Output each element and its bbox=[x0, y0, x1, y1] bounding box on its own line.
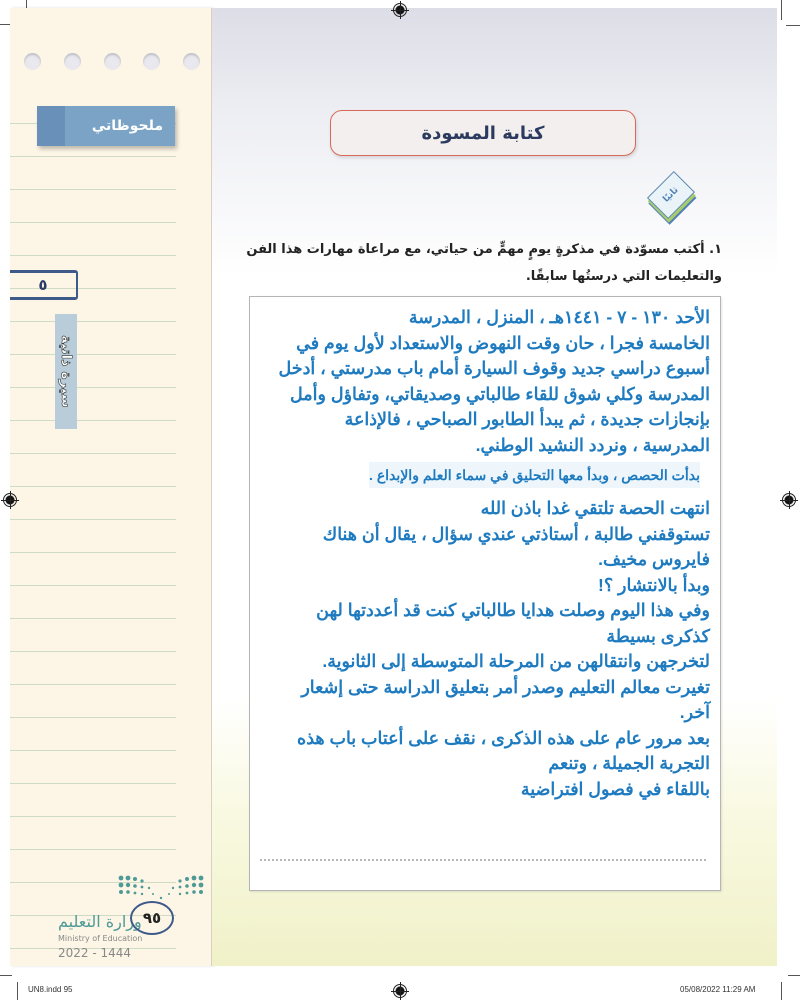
crop-mark bbox=[17, 982, 18, 1000]
crop-mark bbox=[781, 0, 782, 20]
section-title: كتابة المسودة bbox=[421, 122, 545, 144]
note-line bbox=[10, 618, 176, 619]
registration-mark-icon bbox=[3, 493, 17, 507]
ministry-logo bbox=[55, 870, 195, 960]
answer-line: وبدأ بالانتشار ؟! bbox=[598, 574, 710, 595]
note-line bbox=[10, 552, 176, 553]
answer-line: الخامسة فجرا ، حان وقت النهوض والاستعداد لأول يوم في bbox=[296, 332, 710, 353]
answer-line: كذكرى بسيطة bbox=[606, 625, 710, 646]
ministry-name-arabic: وزارة التعليم bbox=[58, 912, 142, 931]
note-line bbox=[10, 585, 176, 586]
answer-line: بإنجازات جديدة ، ثم يبدأ الطابور الصباحي ، فالإذاعة bbox=[344, 409, 710, 429]
ministry-logo-dots-icon bbox=[117, 874, 205, 902]
note-line bbox=[10, 849, 176, 850]
note-line bbox=[10, 255, 176, 256]
section-title-box bbox=[330, 110, 636, 156]
note-line bbox=[10, 222, 176, 223]
binder-hole bbox=[24, 53, 41, 70]
note-line bbox=[10, 519, 176, 520]
binder-hole bbox=[64, 53, 81, 70]
answer-line: الأحد ١٣٠ - ٧ - ١٤٤١هـ ، المنزل ، المدرسة bbox=[408, 307, 710, 327]
answer-line: انتهت الحصة تلتقي غدا باذن الله bbox=[480, 498, 710, 518]
registration-mark-icon bbox=[782, 493, 796, 507]
note-line bbox=[10, 387, 176, 388]
notes-panel bbox=[10, 8, 212, 966]
note-line bbox=[10, 486, 176, 487]
step-badge-label: ثانيًا bbox=[661, 185, 681, 205]
unit-title-strip bbox=[55, 314, 77, 429]
note-line bbox=[10, 750, 176, 751]
binder-hole bbox=[183, 53, 200, 70]
note-line bbox=[10, 783, 176, 784]
answer-line: لتخرجهن وانتقالهن من المرحلة المتوسطة إلى الثانوية. bbox=[322, 651, 710, 671]
note-line bbox=[10, 420, 176, 421]
ministry-name-english: Ministry of Education bbox=[58, 934, 143, 943]
answer-line: التجربة الجميلة ، وتنعم bbox=[548, 753, 710, 773]
unit-title: سيرة ذاتية bbox=[58, 335, 74, 408]
note-line bbox=[10, 453, 176, 454]
step-badge-icon bbox=[647, 171, 695, 219]
answer-box[interactable] bbox=[249, 296, 721, 891]
crop-mark bbox=[0, 975, 12, 976]
note-line bbox=[10, 651, 176, 652]
binder-hole bbox=[104, 53, 121, 70]
registration-mark-icon bbox=[393, 984, 407, 998]
unit-number-box bbox=[10, 270, 78, 300]
answer-line: تغيرت معالم التعليم وصدر أمر بتعليق الدراسة حتى إشعار bbox=[301, 676, 710, 697]
answer-line: وفي هذا اليوم وصلت هدايا طالباتي كنت قد أعددتها لهن bbox=[316, 600, 710, 620]
page-number: ٩٥ bbox=[130, 901, 174, 935]
dotted-writing-line bbox=[260, 859, 706, 861]
binder-hole bbox=[143, 53, 160, 70]
answer-line: أسبوع دراسي جديد وقوف السيارة أمام باب مدرستي ، أدخل bbox=[278, 358, 710, 378]
binder-holes bbox=[24, 53, 200, 70]
answer-line: المدرسة وكلي شوق للقاء طالباتي وصديقاتي، وتفاؤل وأمل bbox=[290, 383, 710, 404]
answer-line: فايروس مخيف. bbox=[598, 549, 710, 569]
exercise-prompt: ١. أكتب مسوّدة في مذكرةٍ يومٍ مهمٍّ من حياتي، مع مراعاة مهارات هذا الفن والتعليمات التي درستُها سابقًا. bbox=[246, 242, 722, 284]
notes-tab bbox=[37, 106, 175, 146]
answer-line: المدرسية ، ونردد النشيد الوطني. bbox=[475, 434, 710, 455]
notes-tab-label: ملحوظاتي bbox=[91, 118, 163, 134]
answer-paragraph-2 bbox=[255, 496, 710, 802]
answer-small-line: بدأت الحصص ، وبدأ معها التحليق في سماء العلم والإبداع . bbox=[369, 462, 700, 488]
answer-line: بعد مرور عام على هذه الذكرى ، نقف على أعتاب باب هذه bbox=[297, 727, 710, 748]
note-line bbox=[10, 354, 176, 355]
answer-text bbox=[255, 305, 710, 802]
answer-line: باللقاء في فصول افتراضية bbox=[520, 778, 710, 799]
crop-mark bbox=[786, 25, 800, 26]
crop-mark bbox=[781, 982, 782, 1000]
edition-year: 2022 - 1444 bbox=[58, 946, 132, 960]
unit-number: ٥ bbox=[38, 276, 48, 294]
answer-line: تستوقفني طالبة ، أستاذتي عندي سؤال ، يقال أن هناك bbox=[322, 523, 710, 544]
note-line bbox=[10, 321, 176, 322]
note-line bbox=[10, 717, 176, 718]
crop-mark bbox=[788, 975, 800, 976]
note-line bbox=[10, 156, 176, 157]
note-line bbox=[10, 816, 176, 817]
registration-mark-icon bbox=[393, 3, 407, 17]
note-line bbox=[10, 189, 176, 190]
print-timestamp: 05/08/2022 11:29 AM bbox=[680, 985, 756, 994]
answer-paragraph-1 bbox=[255, 305, 710, 458]
main-page bbox=[212, 8, 777, 966]
note-line bbox=[10, 684, 176, 685]
answer-line: آخر. bbox=[679, 702, 710, 722]
file-slug: UN8.indd 95 bbox=[28, 985, 73, 994]
